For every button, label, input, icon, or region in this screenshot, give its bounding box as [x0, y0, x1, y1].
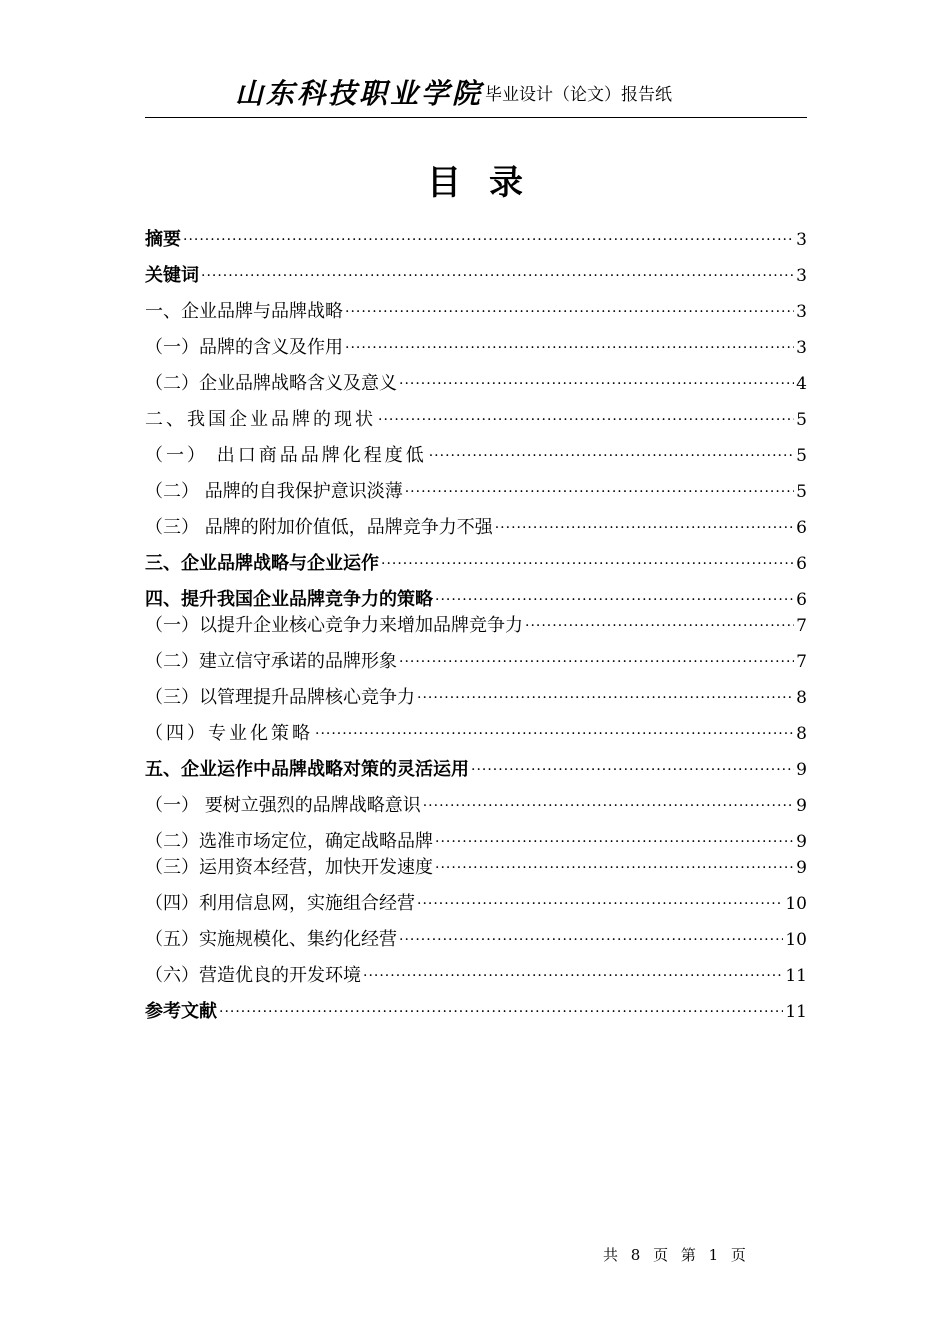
toc-entry: [145, 546, 807, 576]
toc-dot-leader: [417, 892, 783, 916]
toc-entry: [145, 644, 807, 674]
toc-entry: [145, 474, 807, 504]
toc-entry-page: 3: [796, 266, 807, 286]
toc-dot-leader: [405, 480, 794, 504]
toc-entry: [145, 716, 807, 746]
toc-dot-leader: [399, 928, 783, 952]
toc-dot-leader: [429, 444, 794, 468]
toc-entry: [145, 438, 807, 468]
toc-dot-leader: [525, 614, 794, 638]
header-text: [235, 72, 672, 112]
toc-entry-page: 9: [796, 858, 807, 878]
toc-dot-leader: [201, 264, 794, 288]
toc-entry-label: （二）选准市场定位，确定战略品牌: [145, 831, 433, 852]
toc-entry: [145, 788, 807, 818]
toc-dot-leader: [423, 794, 794, 818]
toc-dot-leader: [399, 650, 794, 674]
toc-entry-page: 6: [796, 590, 807, 610]
toc-entry: [145, 258, 807, 288]
toc-dot-leader: [345, 336, 794, 360]
toc-dot-leader: [363, 964, 783, 988]
toc-entry-label: （四）利用信息网，实施组合经营: [145, 893, 415, 914]
toc-entry-label: 关键词: [145, 265, 199, 286]
toc-entry-page: 8: [796, 724, 807, 744]
toc-entry-page: 7: [796, 616, 807, 636]
toc-dot-leader: [381, 552, 794, 576]
report-paper-label: 毕业设计（论文）报告纸: [485, 84, 673, 105]
toc-dot-leader: [399, 372, 794, 396]
toc-dot-leader: [495, 516, 794, 540]
toc-entry-page: 5: [796, 482, 807, 502]
toc-entry-page: 9: [796, 796, 807, 816]
toc-entry-label: （四）专业化策略: [145, 723, 313, 744]
toc-entry-page: 9: [796, 760, 807, 780]
toc-entry-label: 二、我国企业品牌的现状: [145, 409, 376, 430]
toc-entry-page: 10: [785, 930, 807, 950]
toc-entry-label: 五、企业运作中品牌战略对策的灵活运用: [145, 759, 469, 780]
toc-entry-page: 5: [796, 410, 807, 430]
toc-entry-page: 10: [785, 894, 807, 914]
toc-entry: [145, 608, 807, 638]
page-footer: 共 8 页 第 1 页: [603, 1246, 746, 1264]
toc-dot-leader: [417, 686, 794, 710]
toc-entry-label: （一）以提升企业核心竞争力来增加品牌竞争力: [145, 615, 523, 636]
toc-entry-label: （一） 要树立强烈的品牌战略意识: [145, 795, 421, 816]
toc-entry-label: （二） 品牌的自我保护意识淡薄: [145, 481, 403, 502]
toc-entry: [145, 850, 807, 880]
toc-entry-label: 三、企业品牌战略与企业运作: [145, 553, 379, 574]
toc-entry: [145, 330, 807, 360]
toc-entry-page: 11: [785, 1002, 807, 1022]
toc-entry-page: 9: [796, 832, 807, 852]
toc-dot-leader: [471, 758, 794, 782]
toc-entry-page: 7: [796, 652, 807, 672]
toc-entry-label: （一）品牌的含义及作用: [145, 337, 343, 358]
toc-entry-page: 6: [796, 554, 807, 574]
toc-dot-leader: [183, 228, 794, 252]
toc-entry: [145, 886, 807, 916]
toc-entry: [145, 366, 807, 396]
toc-entry-page: 5: [796, 446, 807, 466]
toc-entry-page: 3: [796, 302, 807, 322]
school-name: 山东科技职业学院: [235, 77, 484, 110]
toc-dot-leader: [378, 408, 794, 432]
toc-dot-leader: [315, 722, 794, 746]
toc-entry: [145, 680, 807, 710]
toc-entry-label: （二）企业品牌战略含义及意义: [145, 373, 397, 394]
toc-entry-label: 一、企业品牌与品牌战略: [145, 301, 343, 322]
toc-entry-page: 6: [796, 518, 807, 538]
toc-entry: [145, 752, 807, 782]
toc-dot-leader: [219, 1000, 783, 1024]
toc-entry: [145, 994, 807, 1024]
toc-entry: [145, 510, 807, 540]
toc-title: 目录: [427, 163, 551, 203]
toc-entry-label: （一） 出口商品品牌化程度低: [145, 445, 427, 466]
toc-entry-label: 摘要: [145, 229, 181, 250]
toc-entry-label: （二）建立信守承诺的品牌形象: [145, 651, 397, 672]
header-divider: [145, 117, 807, 118]
toc-entry: [145, 294, 807, 324]
page-header: [145, 66, 807, 118]
toc-dot-leader: [345, 300, 794, 324]
toc-entry-page: 8: [796, 688, 807, 708]
toc-entry-label: （三） 品牌的附加价值低，品牌竞争力不强: [145, 517, 493, 538]
toc-entry-page: 3: [796, 230, 807, 250]
toc-entry-label: （五）实施规模化、集约化经营: [145, 929, 397, 950]
toc-entry-page: 4: [796, 374, 807, 394]
toc-entry-label: 参考文献: [145, 1001, 217, 1022]
toc-entry: [145, 402, 807, 432]
toc-entry-label: 四、提升我国企业品牌竞争力的策略: [145, 589, 433, 610]
toc-entry-page: 11: [785, 966, 807, 986]
toc-entry-page: 3: [796, 338, 807, 358]
toc-entry: [145, 222, 807, 252]
toc-entry: [145, 958, 807, 988]
toc-entry-label: （三）以管理提升品牌核心竞争力: [145, 687, 415, 708]
toc-entry: [145, 922, 807, 952]
toc-dot-leader: [435, 856, 794, 880]
toc-entry-label: （三）运用资本经营，加快开发速度: [145, 857, 433, 878]
toc-entry-label: （六）营造优良的开发环境: [145, 965, 361, 986]
